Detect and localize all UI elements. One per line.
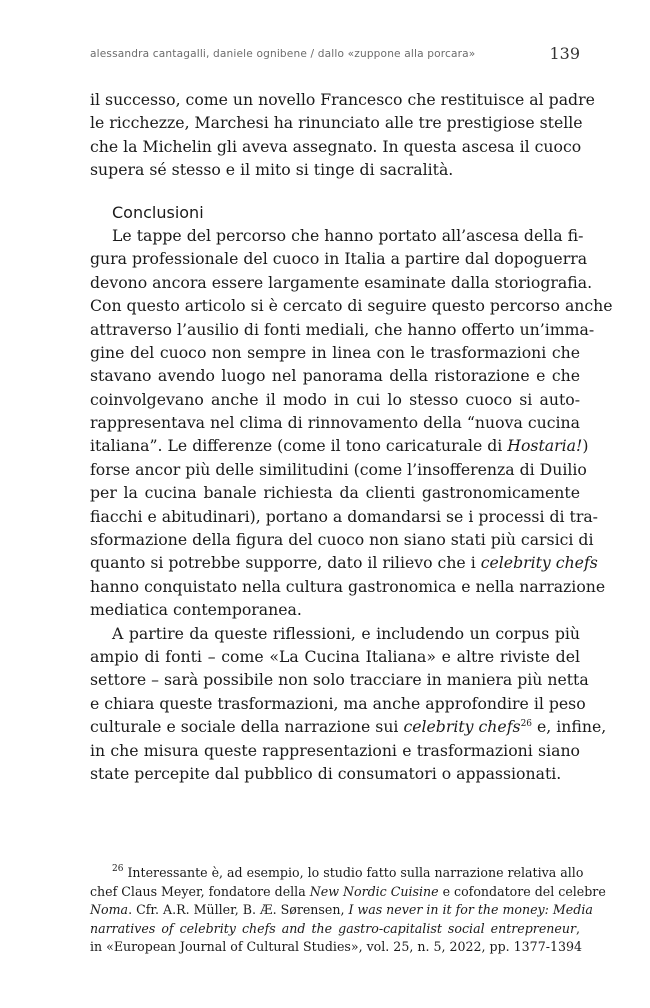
text-line: forse ancor più delle similitudini (come l’insofferenza di Duilio [90, 459, 587, 479]
italic-title: I was never in it for the money: Media [348, 902, 593, 918]
italic-term: celebrity chefs [480, 553, 598, 573]
footnote-line [90, 883, 606, 902]
text-run: . Cfr. A.R. Müller, B. Æ. Sørensen, [128, 902, 349, 918]
text-line [90, 434, 589, 457]
text-line: settore – sarà possibile non solo tracciare in maniera più netta [90, 670, 589, 690]
italic-term: Noma [90, 902, 129, 918]
running-head [90, 44, 580, 64]
text-line [90, 551, 598, 574]
footnote-line [90, 920, 580, 939]
italic-term: celebrity chefs [403, 717, 521, 737]
text-line: che la Michelin gli aveva assegnato. In questa ascesa il cuoco [90, 136, 582, 156]
text-line: sformazione della figura del cuoco non siano stati più carsici di [90, 530, 594, 550]
text-line: state percepite dal pubblico di consumatori o appassionati. [90, 763, 562, 783]
italic-term: New Nordic Cuisine [309, 883, 439, 899]
main-text [90, 88, 613, 785]
text-line: devono ancora essere largamente esaminate dalla storiografia. [90, 272, 593, 292]
text-line [90, 715, 607, 738]
text-line: e chiara queste trasformazioni, ma anche approfondire il peso [90, 693, 586, 713]
page-number: 139 [549, 44, 580, 63]
footnote-reference[interactable]: 26 [520, 719, 533, 730]
text-line: stavano avendo luogo nel panorama della ristorazione e che [90, 366, 580, 386]
italic-title: Hostaria! [507, 436, 583, 456]
text-line: per la cucina banale richiesta da clienti gastronomicamente [90, 483, 580, 503]
footnote [90, 864, 606, 957]
paragraph [90, 224, 613, 622]
text-line: in che misura queste rappresentazioni e trasformazioni siano [90, 740, 580, 760]
text-run: Interessante è, ad esempio, lo studio fatto sulla narrazione relativa allo [123, 865, 584, 880]
footnote-line [90, 901, 593, 920]
italic-title: narratives of celebrity chefs and the gastro-capitalist social entrepreneur [90, 920, 576, 936]
text-line: A partire da queste riflessioni, e includendo un corpus più [112, 623, 580, 643]
text-line: supera sé stesso e il mito si tinge di sacralità. [90, 160, 454, 180]
section-heading: Conclusioni [112, 202, 204, 222]
text-run: e, infine, [532, 717, 607, 737]
paragraph [90, 622, 607, 786]
text-line: gura professionale del cuoco in Italia a partire dal dopoguerra [90, 249, 588, 269]
text-line: attraverso l’ausilio di fonti mediali, che hanno offerto un’imma- [90, 319, 595, 339]
text-line: Le tappe del percorso che hanno portato all’ascesa della fi- [112, 225, 584, 245]
text-line: ampio di fonti – come «La Cucina Italiana» e altre riviste del [90, 646, 580, 666]
text-line: le ricchezze, Marchesi ha rinunciato alle tre prestigiose stelle [90, 113, 583, 133]
text-line: hanno conquistato nella cultura gastronomica e nella narrazione [90, 576, 606, 596]
text-run: e cofondatore del celebre [438, 883, 606, 899]
text-run: culturale e sociale della narrazione sui [90, 717, 404, 737]
footnote-line [90, 864, 584, 883]
running-head-title: alessandra cantagalli, daniele ognibene / dallo «zuppone alla porcara» [90, 48, 476, 60]
footnote-number: 26 [112, 864, 124, 874]
text-line: coinvolgevano anche il modo in cui lo stesso cuoco si auto- [90, 389, 580, 409]
text-run: chef Claus Meyer, fondatore della [90, 883, 310, 899]
text-line: Con questo articolo si è cercato di seguire questo percorso anche [90, 296, 613, 316]
paragraph [90, 88, 595, 182]
text-line: il successo, come un novello Francesco che restituisce al padre [90, 90, 595, 109]
footnote-line: in «European Journal of Cultural Studies», vol. 25, n. 5, 2022, pp. 1377-1394 [90, 939, 583, 955]
text-run: , [575, 920, 580, 936]
text-line: fiacchi e abitudinari), portano a domandarsi se i processi di tra- [90, 506, 598, 526]
text-run: italiana”. Le differenze (come il tono caricaturale di [90, 436, 508, 456]
text-line: rappresentava nel clima di rinnovamento della “nuova cucina [90, 413, 580, 433]
text-run: quanto si potrebbe supporre, dato il rilievo che i [90, 553, 481, 573]
text-line: gine del cuoco non sempre in linea con le trasformazioni che [90, 342, 580, 362]
text-line: mediatica contemporanea. [90, 600, 302, 620]
text-run: ) [582, 436, 589, 456]
